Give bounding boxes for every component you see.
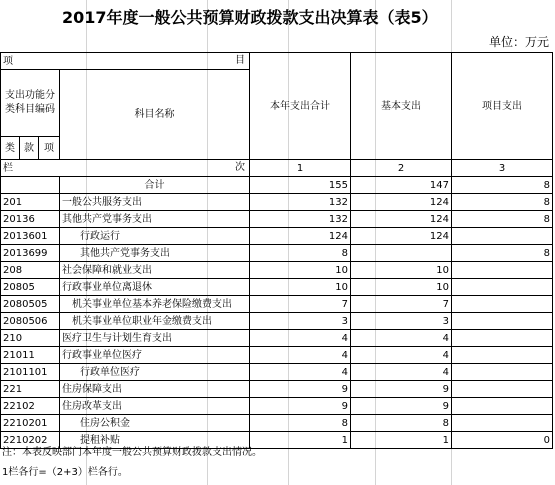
row-project	[452, 296, 553, 313]
row-basic: 124	[351, 211, 452, 228]
header-total: 本年支出合计	[250, 53, 351, 160]
row-project: 8	[452, 245, 553, 262]
row-project	[452, 398, 553, 415]
header-ci: 次	[235, 162, 245, 173]
row-code: 20136	[1, 211, 60, 228]
row-basic: 124	[351, 228, 452, 245]
table-row	[1, 313, 553, 330]
row-code	[1, 177, 60, 194]
row-basic: 4	[351, 347, 452, 364]
row-project	[452, 330, 553, 347]
row-code: 208	[1, 262, 60, 279]
page-title: 2017年度一般公共预算财政拨款支出决算表（表5）	[62, 8, 438, 27]
row-code: 2210201	[1, 415, 60, 432]
table-row	[1, 228, 553, 245]
table-row	[1, 347, 553, 364]
row-name: 住房公积金	[60, 415, 250, 432]
row-total: 155	[250, 177, 351, 194]
row-project	[452, 381, 553, 398]
row-total: 8	[250, 415, 351, 432]
row-name: 住房保障支出	[60, 381, 250, 398]
row-project	[452, 313, 553, 330]
table-row	[1, 245, 553, 262]
header-lanci	[1, 160, 250, 177]
row-total: 9	[250, 381, 351, 398]
row-basic: 4	[351, 330, 452, 347]
row-code: 2080505	[1, 296, 60, 313]
row-total: 1	[250, 432, 351, 449]
table-row	[1, 194, 553, 211]
row-project: 0	[452, 432, 553, 449]
header-mu: 目	[235, 55, 245, 66]
table-row	[1, 211, 553, 228]
row-project	[452, 262, 553, 279]
row-name: 提租补贴	[60, 432, 250, 449]
row-project	[452, 347, 553, 364]
row-total: 9	[250, 398, 351, 415]
row-name: 行政事业单位医疗	[60, 347, 250, 364]
expenditure-table	[0, 52, 553, 449]
header-col-number: 3	[452, 160, 553, 177]
row-basic: 9	[351, 398, 452, 415]
row-total: 4	[250, 330, 351, 347]
row-code: 2013699	[1, 245, 60, 262]
table-row	[1, 279, 553, 296]
row-project	[452, 279, 553, 296]
row-basic: 124	[351, 194, 452, 211]
row-name: 住房改革支出	[60, 398, 250, 415]
row-name: 其他共产党事务支出	[60, 211, 250, 228]
row-total: 4	[250, 347, 351, 364]
row-name: 行政单位医疗	[60, 364, 250, 381]
row-basic: 7	[351, 296, 452, 313]
row-total: 10	[250, 262, 351, 279]
row-total: 132	[250, 211, 351, 228]
table-row	[1, 296, 553, 313]
row-project: 8	[452, 194, 553, 211]
row-basic: 4	[351, 364, 452, 381]
header-kuan: 款	[20, 137, 39, 160]
table-row	[1, 415, 553, 432]
row-basic	[351, 245, 452, 262]
row-name: 机关事业单位职业年金缴费支出	[60, 313, 250, 330]
row-name: 医疗卫生与计划生育支出	[60, 330, 250, 347]
header-code: 支出功能分类科目编码	[1, 70, 60, 137]
row-project	[452, 415, 553, 432]
row-total: 8	[250, 245, 351, 262]
row-total: 132	[250, 194, 351, 211]
row-total: 7	[250, 296, 351, 313]
row-basic: 9	[351, 381, 452, 398]
header-xiang-sub: 项	[39, 137, 60, 160]
row-code: 2080506	[1, 313, 60, 330]
header-project: 项目支出	[452, 53, 553, 160]
header-xiang-mu	[1, 53, 250, 70]
header-lan: 栏	[3, 162, 13, 174]
row-code: 2013601	[1, 228, 60, 245]
row-total: 10	[250, 279, 351, 296]
row-code: 210	[1, 330, 60, 347]
row-name: 行政运行	[60, 228, 250, 245]
table-row	[1, 364, 553, 381]
row-project	[452, 364, 553, 381]
row-code: 2101101	[1, 364, 60, 381]
note-line-2: 1栏各行=（2+3）栏各行。	[2, 467, 128, 478]
row-basic: 3	[351, 313, 452, 330]
row-project	[452, 228, 553, 245]
row-total: 4	[250, 364, 351, 381]
note-line-1: 注：本表反映部门本年度一般公共预算财政拨款支出情况。	[2, 447, 262, 458]
row-basic: 1	[351, 432, 452, 449]
row-code: 21011	[1, 347, 60, 364]
header-col-number: 2	[351, 160, 452, 177]
table-row	[1, 177, 553, 194]
row-code: 20805	[1, 279, 60, 296]
row-code: 221	[1, 381, 60, 398]
table-row	[1, 262, 553, 279]
row-basic: 10	[351, 262, 452, 279]
row-total: 3	[250, 313, 351, 330]
header-lei: 类	[1, 137, 20, 160]
row-name: 一般公共服务支出	[60, 194, 250, 211]
table-row	[1, 330, 553, 347]
row-basic: 10	[351, 279, 452, 296]
table-row	[1, 398, 553, 415]
row-code: 2210202	[1, 432, 60, 449]
row-project: 8	[452, 211, 553, 228]
row-name: 行政事业单位离退休	[60, 279, 250, 296]
row-basic: 8	[351, 415, 452, 432]
header-xiang: 项	[3, 55, 13, 67]
table-row	[1, 381, 553, 398]
row-total: 124	[250, 228, 351, 245]
row-code: 201	[1, 194, 60, 211]
row-project: 8	[452, 177, 553, 194]
header-name: 科目名称	[60, 70, 250, 160]
unit-label: 单位：万元	[488, 35, 549, 49]
row-name: 社会保障和就业支出	[60, 262, 250, 279]
row-basic: 147	[351, 177, 452, 194]
row-name: 其他共产党事务支出	[60, 245, 250, 262]
row-name: 机关事业单位基本养老保险缴费支出	[60, 296, 250, 313]
header-col-number: 1	[250, 160, 351, 177]
header-basic: 基本支出	[351, 53, 452, 160]
row-code: 22102	[1, 398, 60, 415]
row-name: 合计	[60, 177, 250, 194]
